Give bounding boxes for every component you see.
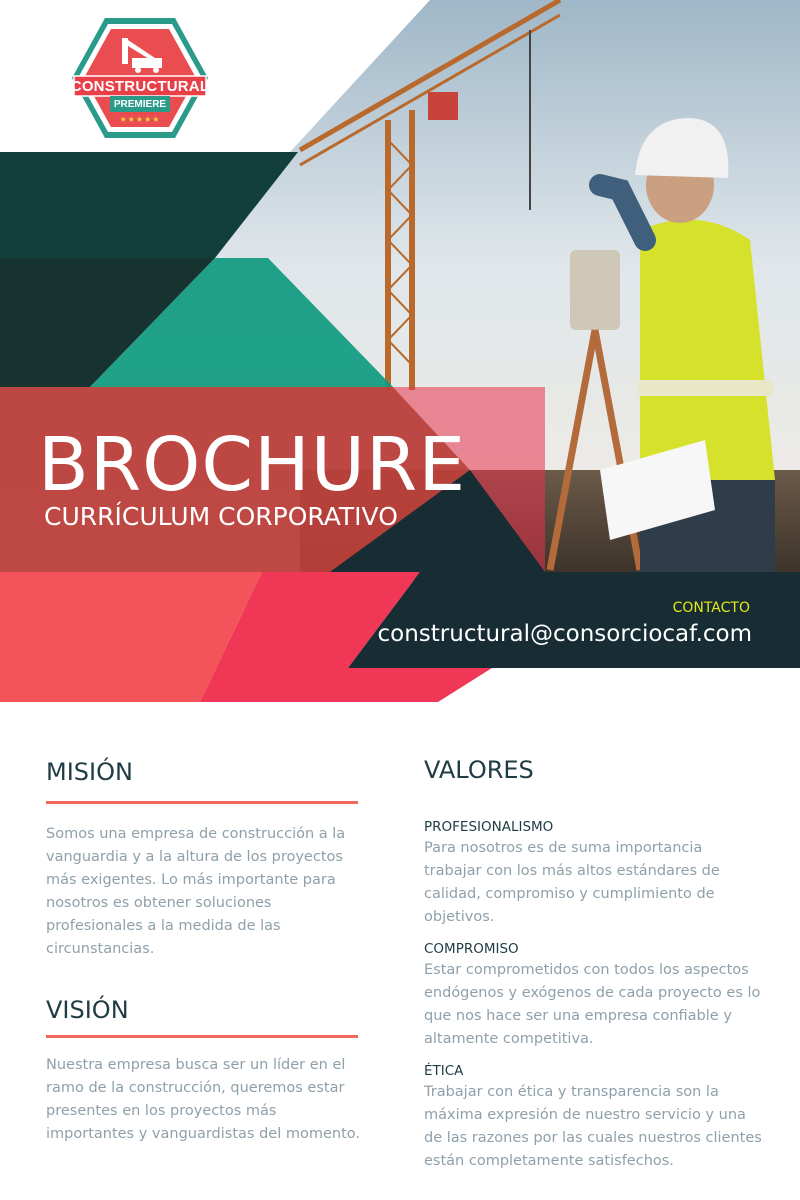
right-column xyxy=(424,755,764,1173)
vision-title: VISIÓN xyxy=(46,996,129,1024)
vision-text: Nuestra empresa busca ser un líder en el ramo de la construcción, queremos estar presentes en los proyectos más importantes y vanguardistas del momento. xyxy=(46,1057,360,1142)
valor-title: COMPROMISO xyxy=(424,941,519,957)
navy-band xyxy=(348,572,800,668)
vest-stripe xyxy=(638,380,773,396)
contact-email-link[interactable]: constructural@consorciocaf.com xyxy=(377,621,752,647)
valor-text: Trabajar con ética y transparencia son la máxima expresión de nuestro servicio y una de las razones por las cuales nuestros clientes están completamente satisfechos. xyxy=(424,1084,762,1169)
valor-item xyxy=(424,819,764,929)
valor-text: Estar comprometidos con todos los aspectos endógenos y exógenos de cada proyecto es lo que nos hace ser una empresa confiable y altamente competitiva. xyxy=(424,962,761,1047)
valor-title: PROFESIONALISMO xyxy=(424,819,554,835)
valor-item xyxy=(424,941,764,1051)
vision-divider xyxy=(46,1035,358,1038)
valor-title: ÉTICA xyxy=(424,1063,464,1079)
brochure-title: BROCHURE xyxy=(38,422,467,508)
tripod-head xyxy=(570,250,620,330)
mision-title: MISIÓN xyxy=(46,758,133,786)
logo-sub-text: PREMIERE xyxy=(113,99,167,110)
brochure-subtitle: CURRÍCULUM CORPORATIVO xyxy=(44,502,398,531)
logo-stars: ★★★★★ xyxy=(119,115,161,124)
contact-label: CONTACTO xyxy=(672,600,750,616)
left-column xyxy=(46,757,364,1146)
logo-main-text: CONSTRUCTURAL xyxy=(70,78,210,95)
valor-item xyxy=(424,1063,764,1173)
mision-text: Somos una empresa de construcción a la vanguardia y a la altura de los proyectos más exigentes. Lo más importante para nosotros es obtener soluciones profesionales a la medida de las circunstancias. xyxy=(46,826,346,957)
company-logo[interactable] xyxy=(70,16,210,140)
valores-title: VALORES xyxy=(424,756,534,784)
crane-cabin xyxy=(428,92,458,120)
mision-divider xyxy=(46,801,358,804)
valor-text: Para nosotros es de suma importancia trabajar con los más altos estándares de calidad, compromiso y cumplimiento de objetivos. xyxy=(424,840,720,925)
